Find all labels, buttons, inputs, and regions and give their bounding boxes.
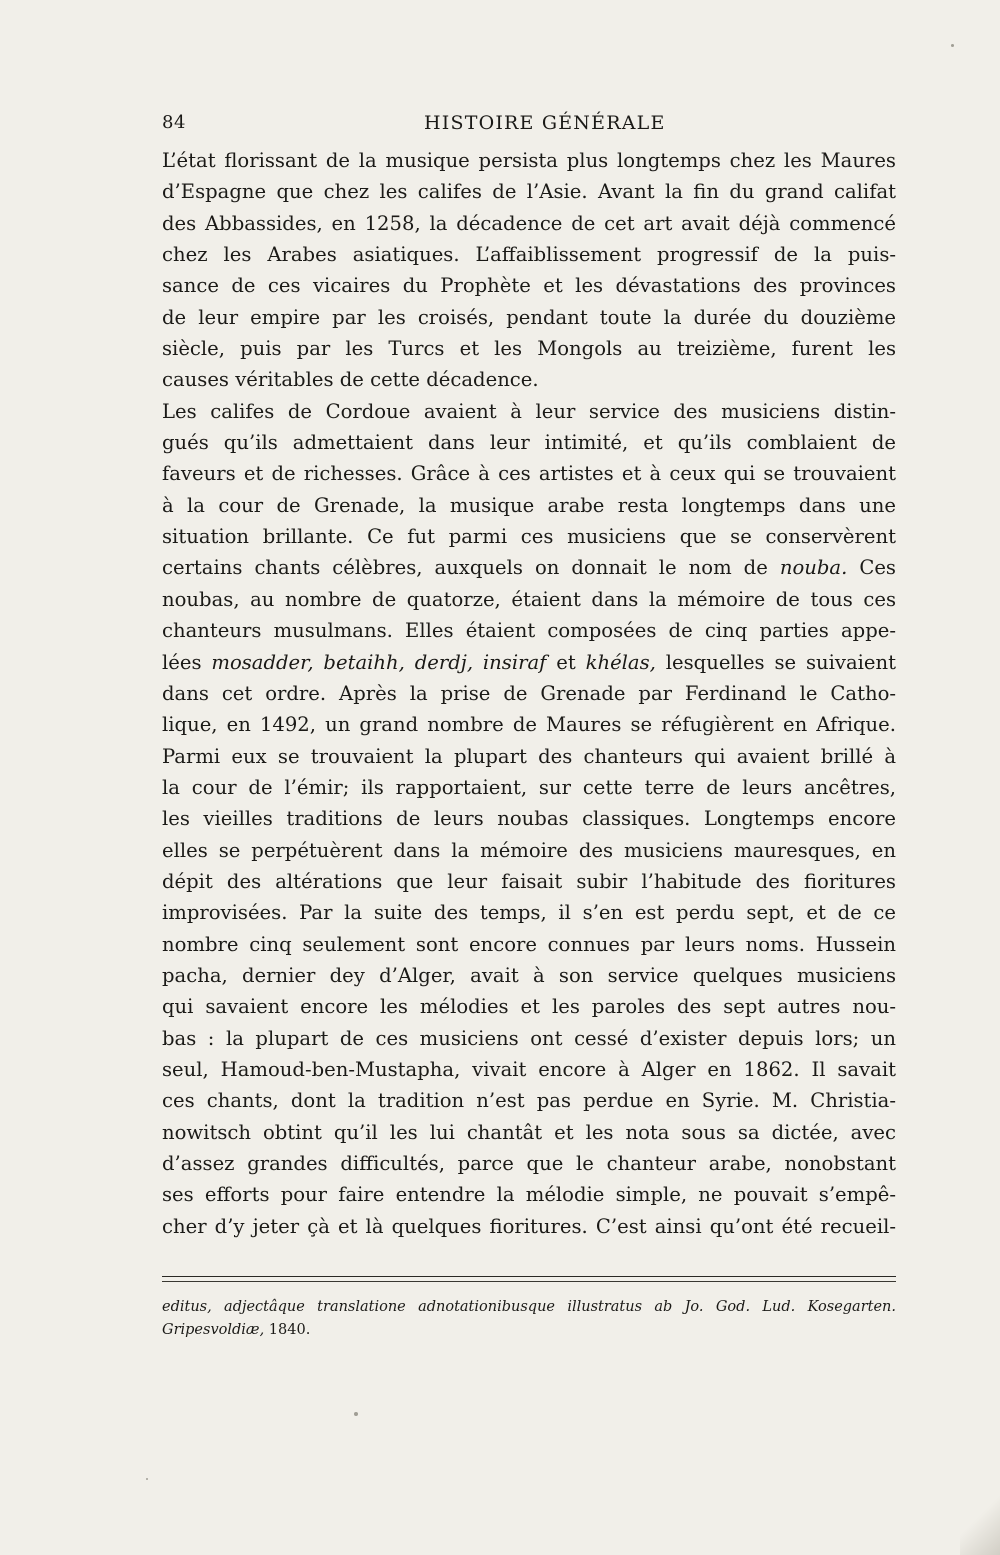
- footnote: [162, 1296, 896, 1342]
- text-line: Parmi eux se trouvaient la plupart des chanteurs qui avaient brillé à: [162, 744, 896, 768]
- page-corner-shadow: [960, 1495, 1000, 1555]
- text-line: elles se perpétuèrent dans la mémoire des musiciens mauresques, en: [162, 838, 896, 862]
- text-line: improvisées. Par la suite des temps, il s’en est perdu sept, et de ce: [162, 901, 896, 925]
- text-line: d’assez grandes difficultés, parce que le chanteur arabe, nonobstant: [162, 1152, 896, 1175]
- text-line: bas : la plupart de ces musiciens ont cessé d’exister depuis lors; un: [162, 1026, 896, 1050]
- text-line: chanteurs musulmans. Elles étaient composées de cinq parties appe-: [162, 619, 896, 643]
- text-line: nombre cinq seulement sont encore connues par leurs noms. Hussein: [162, 932, 896, 956]
- footnote-rule: [162, 1276, 896, 1277]
- paper-speck: [354, 1412, 358, 1416]
- text-line: faveurs et de richesses. Grâce à ces artistes et à ceux qui se trouvaient: [162, 462, 896, 486]
- text-line: dépit des altérations que leur faisait subir l’habitude des fioritures: [162, 869, 896, 893]
- text-segment: et: [556, 650, 576, 674]
- text-line: des Abbassides, en 1258, la décadence de cet art avait déjà commencé: [162, 211, 896, 235]
- text-line: nowitsch obtint qu’il les lui chantât et les nota sous sa dictée, avec: [162, 1120, 896, 1144]
- text-segment: lées: [162, 650, 202, 674]
- text-line: de leur empire par les croisés, pendant toute la durée du douzième: [162, 305, 896, 329]
- paper-speck: [146, 1478, 148, 1480]
- text-line: cher d’y jeter çà et là quelques fioritures. C’est ainsi qu’ont été recueil-: [162, 1214, 896, 1238]
- text-line: noubas, au nombre de quatorze, étaient dans la mémoire de tous ces: [162, 587, 896, 611]
- text-line: la cour de l’émir; ils rapportaient, sur cette terre de leurs ancêtres,: [162, 775, 896, 799]
- text-line: ses efforts pour faire entendre la mélodie simple, ne pouvait s’empê-: [162, 1183, 896, 1207]
- text-line: seul, Hamoud-ben-Mustapha, vivait encore à Alger en 1862. Il savait: [162, 1057, 896, 1081]
- text-line: à la cour de Grenade, la musique arabe resta longtemps dans une: [162, 493, 896, 517]
- text-segment: lesquelles se suivaient: [665, 650, 896, 674]
- text-line: gués qu’ils admettaient dans leur intimité, et qu’ils comblaient de: [162, 431, 896, 455]
- text-line: d’Espagne que chez les califes de l’Asie. Avant la fin du grand califat: [162, 180, 896, 204]
- text-line: les vieilles traditions de leurs noubas classiques. Longtemps encore: [162, 807, 896, 831]
- paper-speck: [951, 44, 954, 47]
- text-line: siècle, puis par les Turcs et les Mongols au treizième, furent les: [162, 337, 896, 361]
- text-line: Les califes de Cordoue avaient à leur service des musiciens distin-: [162, 399, 896, 423]
- footnote-place: Gripesvoldiæ,: [162, 1322, 265, 1338]
- text-line: lique, en 1492, un grand nombre de Maures se réfugièrent en Afrique.: [162, 713, 896, 737]
- text-line: L’état florissant de la musique persista plus longtemps chez les Maures: [162, 149, 896, 172]
- text-line: chez les Arabes asiatiques. L’affaiblissement progressif de la puis-: [162, 243, 896, 267]
- body-text: [162, 145, 896, 1242]
- text-line: sance de ces vicaires du Prophète et les dévastations des provinces: [162, 274, 896, 298]
- running-title: HISTOIRE GÉNÉRALE: [424, 112, 666, 134]
- text-line: situation brillante. Ce fut parmi ces musiciens que se conservèrent: [162, 525, 896, 549]
- text-segment: Ces: [859, 556, 896, 580]
- text-line: causes véritables de cette décadence.: [162, 368, 539, 392]
- italic-terms: mosadder, betaihh, derdj, insiraf: [211, 650, 547, 674]
- footnote-rule-thin: [162, 1281, 896, 1282]
- text-line: qui savaient encore les mélodies et les paroles des sept autres nou-: [162, 995, 896, 1019]
- running-head: [162, 112, 896, 142]
- footnote-line: [162, 1319, 896, 1342]
- text-line: pacha, dernier dey d’Alger, avait à son service quelques musiciens: [162, 963, 896, 987]
- italic-term: nouba.: [779, 556, 848, 580]
- page-number: 84: [162, 112, 186, 133]
- footnote-line: editus, adjectâque translatione adnotationibusque illustratus ab Jo. God. Lud. Kosegarten.: [162, 1299, 896, 1315]
- text-segment: certains chants célèbres, auxquels on donnait le nom de: [162, 556, 768, 580]
- text-line-nouba: [162, 552, 896, 583]
- text-line: dans cet ordre. Après la prise de Grenade par Ferdinand le Catho-: [162, 681, 896, 705]
- text-line: ces chants, dont la tradition n’est pas perdue en Syrie. M. Christia-: [162, 1089, 896, 1113]
- footnote-date: 1840.: [268, 1322, 311, 1338]
- text-line-terms: [162, 647, 896, 678]
- italic-term: khélas,: [585, 650, 656, 674]
